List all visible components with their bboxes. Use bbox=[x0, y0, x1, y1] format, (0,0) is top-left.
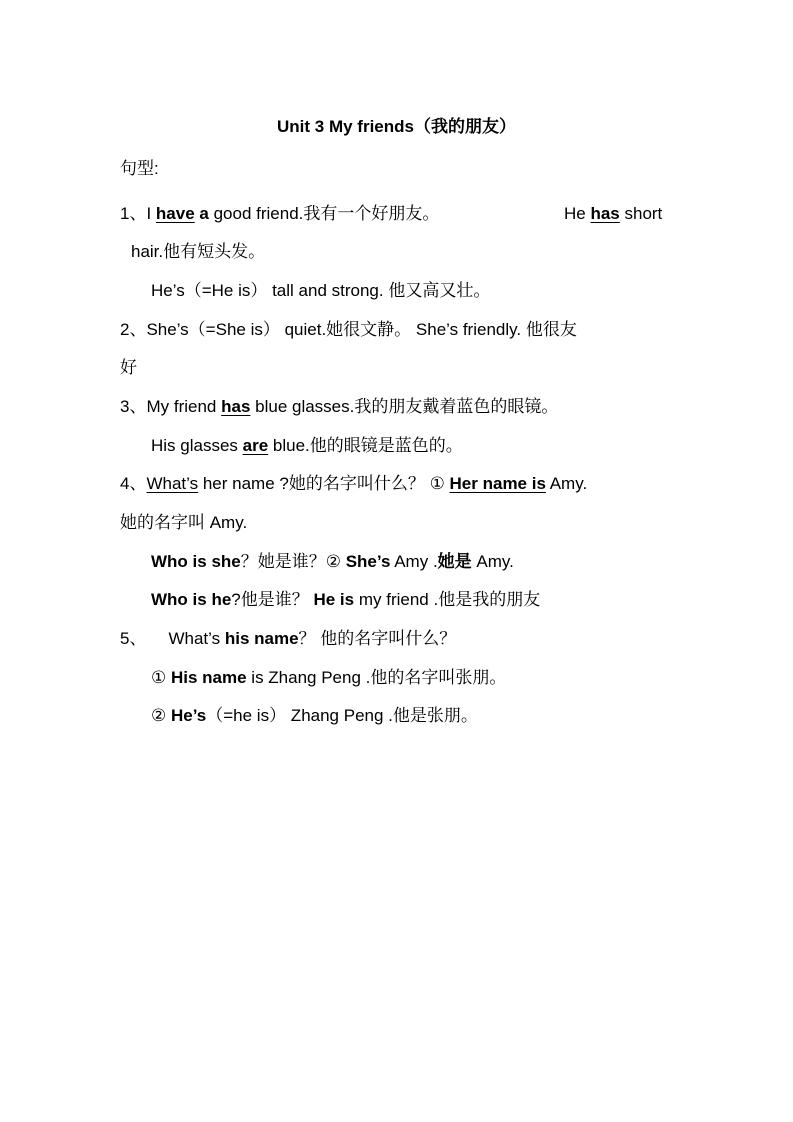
text-run: blue.他的眼镜是蓝色的。 bbox=[268, 436, 463, 455]
item-number: 5、 bbox=[120, 629, 147, 648]
keyword: His name bbox=[170, 668, 247, 687]
text-run: ② bbox=[151, 706, 171, 725]
item-1-line-1 bbox=[120, 203, 439, 225]
text-run: Amy. bbox=[545, 474, 588, 493]
text-run: good friend.我有一个好朋友。 bbox=[208, 204, 440, 223]
text-run: ？ 他的名字叫什么？ bbox=[298, 629, 457, 648]
text-run: Amy . bbox=[390, 552, 438, 571]
keyword: a bbox=[199, 204, 209, 223]
text-run: My friend bbox=[146, 397, 222, 416]
item-5-line-1 bbox=[120, 628, 456, 650]
keyword: 她是 bbox=[437, 552, 472, 571]
keyword: his name bbox=[224, 629, 299, 648]
text-run: He bbox=[564, 204, 591, 223]
text-run: Amy. bbox=[471, 552, 514, 571]
text-run: ？她是谁？② bbox=[240, 552, 346, 571]
item-5-line-2 bbox=[151, 667, 506, 689]
keyword: He’s bbox=[170, 706, 207, 725]
keyword: He is bbox=[313, 590, 355, 609]
keyword: Who is he bbox=[151, 590, 232, 609]
keyword: She’s bbox=[345, 552, 391, 571]
item-4-continuation: 她的名字叫 Amy. bbox=[120, 513, 248, 532]
item-3-line-1 bbox=[120, 396, 558, 418]
text-run: She’s（=She is） quiet.她很文静。 She’s friendly. 他很友 bbox=[146, 320, 577, 339]
text-run: her name ?她的名字叫什么？ ① bbox=[198, 474, 450, 493]
item-3-line-2 bbox=[151, 435, 463, 457]
item-4-line-2 bbox=[151, 551, 514, 573]
item-4-line-3 bbox=[151, 589, 540, 611]
text-run: blue glasses.我的朋友戴着蓝色的眼镜。 bbox=[250, 397, 559, 416]
page-title: Unit 3 My friends（我的朋友） bbox=[277, 117, 516, 136]
section-label: 句型: bbox=[120, 159, 159, 178]
text-run: ① bbox=[151, 668, 171, 687]
item-number: 2、 bbox=[120, 320, 147, 339]
item-2-line-1 bbox=[120, 319, 577, 341]
text-run: I bbox=[146, 204, 156, 223]
keyword: has bbox=[221, 397, 251, 416]
keyword: What’s bbox=[146, 474, 199, 493]
item-1-continuation: hair.他有短头发。 bbox=[131, 242, 266, 261]
keyword: have bbox=[155, 204, 195, 223]
keyword: Her name is bbox=[449, 474, 546, 493]
text-run: （=he is） Zhang Peng .他是张朋。 bbox=[206, 706, 478, 725]
text-run: short bbox=[619, 204, 663, 223]
item-1-line-2: He’s（=He is） tall and strong. 他又高又壮。 bbox=[151, 281, 491, 300]
item-number: 3、 bbox=[120, 397, 147, 416]
text-run: ?他是谁？ bbox=[231, 590, 314, 609]
item-2-continuation: 好 bbox=[120, 358, 137, 377]
text-run: His glasses bbox=[151, 436, 243, 455]
item-number: 4、 bbox=[120, 474, 147, 493]
item-1-line-1-right bbox=[564, 203, 662, 225]
text-run: my friend .他是我的朋友 bbox=[354, 590, 541, 609]
text-run: What’s bbox=[168, 629, 225, 648]
keyword: Who is she bbox=[151, 552, 241, 571]
text-run: is Zhang Peng .他的名字叫张朋。 bbox=[246, 668, 507, 687]
keyword: are bbox=[242, 436, 269, 455]
item-4-line-1 bbox=[120, 473, 587, 495]
keyword: has bbox=[590, 204, 620, 223]
item-number: 1、 bbox=[120, 204, 147, 223]
item-5-line-3 bbox=[151, 705, 478, 727]
